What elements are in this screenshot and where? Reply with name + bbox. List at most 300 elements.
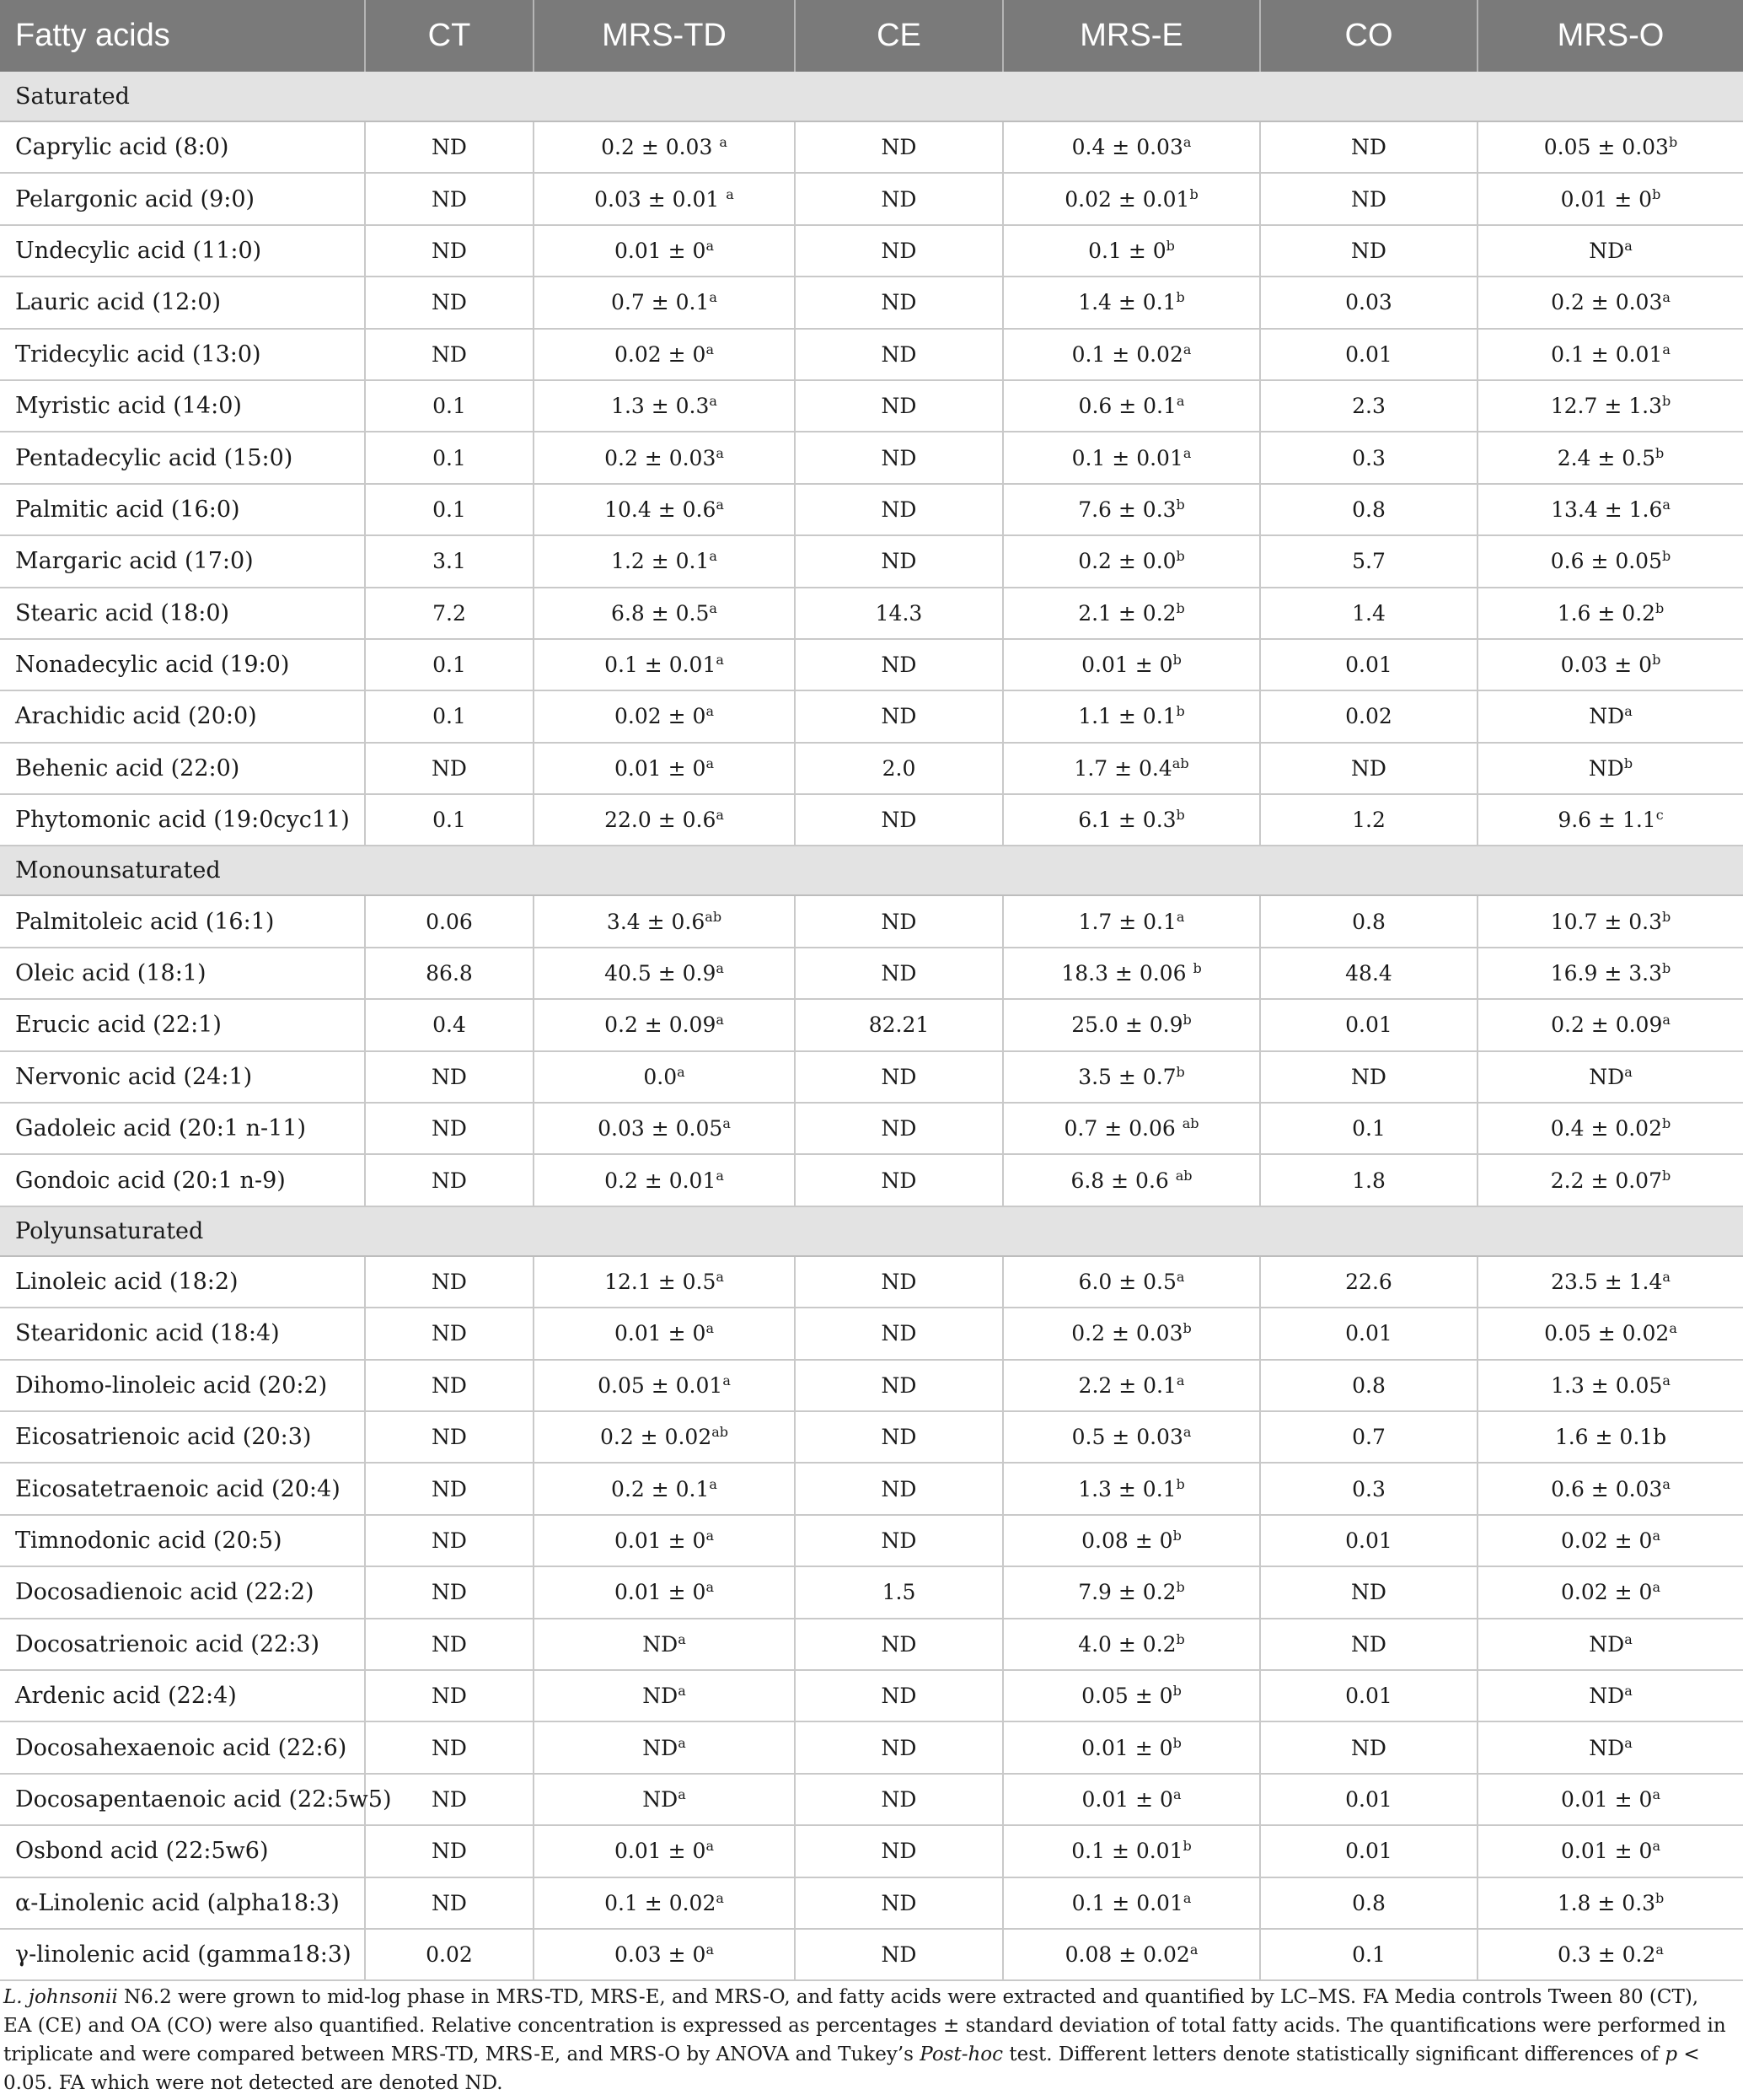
significance-letter: a <box>1669 1320 1677 1337</box>
header-ce: CE <box>795 0 1003 72</box>
value-text: 3.5 ± 0.7 <box>1078 1064 1177 1089</box>
table-row <box>0 639 1743 690</box>
header-fatty-acids: Fatty acids <box>0 0 365 72</box>
mrs-e-value <box>1003 277 1260 328</box>
value-text: 0.7 ± 0.1 <box>611 290 710 315</box>
ct-value: ND <box>365 1566 534 1618</box>
mrs-e-value <box>1003 1103 1260 1154</box>
mrs-e-value <box>1003 1360 1260 1411</box>
value-text: ND <box>1589 1064 1625 1089</box>
significance-letter: a <box>1189 1942 1199 1958</box>
value-text: 0.1 ± 0.02 <box>604 1890 716 1915</box>
ce-value: ND <box>795 1619 1003 1670</box>
value-text: 0.2 ± 0.09 <box>1551 1012 1663 1038</box>
co-value: 0.02 <box>1260 690 1478 742</box>
co-value: 0.1 <box>1260 1103 1478 1154</box>
header-mrs-td: MRS-TD <box>534 0 795 72</box>
value-text: 16.9 ± 3.3 <box>1550 961 1662 986</box>
value-text: 1.4 ± 0.1 <box>1078 290 1177 315</box>
mrs-o-value <box>1478 690 1743 742</box>
co-value: 5.7 <box>1260 535 1478 587</box>
mrs-e-value <box>1003 690 1260 742</box>
value-text: 1.1 ± 0.1 <box>1078 704 1177 729</box>
mrs-td-value <box>534 1256 795 1308</box>
value-text: 0.03 ± 0.05 <box>598 1116 723 1141</box>
value-text: 0.4 ± 0.03 <box>1071 135 1183 160</box>
ct-value: ND <box>365 277 534 328</box>
fatty-acid-name: Docosapentaenoic acid (22:5w5) <box>0 1774 365 1825</box>
fatty-acid-name: Osbond acid (22:5w6) <box>0 1825 365 1877</box>
mrs-o-value <box>1478 1360 1743 1411</box>
significance-letter: b <box>1655 599 1665 616</box>
mrs-e-value <box>1003 1670 1260 1721</box>
significance-letter: a <box>709 548 717 565</box>
ct-value: ND <box>365 1670 534 1721</box>
mrs-e-value <box>1003 1619 1260 1670</box>
value-text: ND <box>642 1786 678 1812</box>
ct-value: ND <box>365 225 534 277</box>
value-text: 6.0 ± 0.5 <box>1078 1270 1177 1294</box>
mrs-e-value <box>1003 948 1260 999</box>
mrs-td-value <box>534 588 795 639</box>
table-row <box>0 1566 1743 1618</box>
ce-value: ND <box>795 380 1003 432</box>
value-text: 0.2 ± 0.03 <box>1551 290 1663 315</box>
value-text: 0.6 ± 0.03 <box>1551 1476 1663 1501</box>
ce-value: 14.3 <box>795 588 1003 639</box>
mrs-o-value <box>1478 432 1743 483</box>
significance-letter: b <box>1166 237 1175 254</box>
fatty-acid-name: γ-linolenic acid (gamma18:3) <box>0 1929 365 1980</box>
value-text: 18.3 ± 0.06 <box>1061 961 1193 986</box>
value-text: 1.8 ± 0.3 <box>1557 1890 1656 1915</box>
co-value: 0.7 <box>1260 1411 1478 1463</box>
mrs-td-value <box>534 1670 795 1721</box>
ct-value: 0.4 <box>365 999 534 1050</box>
significance-letter: a <box>705 755 714 771</box>
mrs-e-value <box>1003 1256 1260 1308</box>
value-text: 0.08 ± 0.02 <box>1065 1942 1190 1968</box>
table-row <box>0 1774 1743 1825</box>
ce-value: ND <box>795 1670 1003 1721</box>
ce-value: ND <box>795 535 1003 587</box>
ct-value: 0.1 <box>365 432 534 483</box>
table-row <box>0 1308 1743 1359</box>
significance-letter: c <box>1655 807 1664 824</box>
co-value: 48.4 <box>1260 948 1478 999</box>
mrs-o-value <box>1478 1566 1743 1618</box>
significance-letter: a <box>1176 1269 1185 1285</box>
fatty-acid-name: Palmitoleic acid (16:1) <box>0 895 365 947</box>
significance-letter: a <box>1176 1372 1185 1388</box>
significance-letter: a <box>1624 1683 1633 1700</box>
value-text: 0.08 ± 0 <box>1081 1528 1173 1553</box>
significance-letter: b <box>1172 1683 1182 1700</box>
ce-value: ND <box>795 1877 1003 1929</box>
section-row <box>0 846 1743 895</box>
ct-value: ND <box>365 1051 534 1103</box>
value-text: 0.01 ± 0 <box>1081 1735 1173 1760</box>
mrs-td-value <box>534 1051 795 1103</box>
value-text: 0.01 ± 0 <box>1561 1839 1653 1864</box>
ct-value: ND <box>365 1774 534 1825</box>
value-text: 7.9 ± 0.2 <box>1078 1580 1177 1605</box>
ct-value: 0.1 <box>365 380 534 432</box>
significance-letter: a <box>716 652 724 669</box>
mrs-e-value <box>1003 1774 1260 1825</box>
table-row <box>0 743 1743 794</box>
ct-value: ND <box>365 1463 534 1514</box>
mrs-td-value <box>534 173 795 224</box>
table-row <box>0 1515 1743 1566</box>
table-row <box>0 1256 1743 1308</box>
significance-letter: a <box>709 393 717 410</box>
fatty-acid-name: Gadoleic acid (20:1 n-11) <box>0 1103 365 1154</box>
co-value: ND <box>1260 1566 1478 1618</box>
value-text: ND <box>1589 704 1625 729</box>
ce-value: ND <box>795 1411 1003 1463</box>
footnote-posthoc: Post-hoc <box>920 2044 1004 2065</box>
mrs-o-value <box>1478 225 1743 277</box>
ct-value: ND <box>365 1515 534 1566</box>
mrs-o-value <box>1478 948 1743 999</box>
mrs-o-value <box>1478 588 1743 639</box>
value-text: ND <box>642 1735 678 1760</box>
significance-letter: b <box>1662 1115 1671 1132</box>
table-row <box>0 173 1743 224</box>
fatty-acid-name: Stearic acid (18:0) <box>0 588 365 639</box>
mrs-td-value <box>534 1721 795 1773</box>
mrs-e-value <box>1003 1051 1260 1103</box>
co-value: 0.01 <box>1260 329 1478 380</box>
significance-letter: a <box>678 1630 686 1647</box>
significance-letter: a <box>716 960 724 977</box>
value-text: ND <box>1589 238 1625 263</box>
ct-value: 0.1 <box>365 484 534 535</box>
mrs-td-value <box>534 1619 795 1670</box>
table-row <box>0 1360 1743 1411</box>
significance-letter: a <box>705 1838 714 1855</box>
mrs-e-value <box>1003 1721 1260 1773</box>
value-text: 0.05 ± 0.03 <box>1543 135 1669 160</box>
mrs-td-value <box>534 639 795 690</box>
mrs-o-value <box>1478 1154 1743 1206</box>
fatty-acid-name: Erucic acid (22:1) <box>0 999 365 1050</box>
value-text: ND <box>642 1684 678 1709</box>
fatty-acid-name: Caprylic acid (8:0) <box>0 121 365 173</box>
mrs-e-value <box>1003 588 1260 639</box>
value-text: 0.1 ± 0.01 <box>1071 445 1183 470</box>
ct-value: ND <box>365 1256 534 1308</box>
mrs-o-value <box>1478 1051 1743 1103</box>
ct-value: ND <box>365 743 534 794</box>
co-value: 22.6 <box>1260 1256 1478 1308</box>
mrs-e-value <box>1003 1515 1260 1566</box>
fatty-acid-name: Pelargonic acid (9:0) <box>0 173 365 224</box>
section-row <box>0 72 1743 121</box>
co-value: 0.01 <box>1260 1515 1478 1566</box>
table-header <box>0 0 1743 72</box>
fatty-acid-name: Phytomonic acid (19:0cyc11) <box>0 794 365 846</box>
significance-letter: a <box>1176 908 1185 925</box>
mrs-e-value <box>1003 484 1260 535</box>
value-text: 0.4 ± 0.02 <box>1550 1116 1662 1141</box>
table-row <box>0 1670 1743 1721</box>
value-text: 0.01 ± 0 <box>614 238 706 263</box>
co-value: ND <box>1260 743 1478 794</box>
mrs-td-value <box>534 1929 795 1980</box>
value-text: 0.2 ± 0.03 <box>604 445 716 470</box>
table-row <box>0 484 1743 535</box>
fatty-acid-name: Eicosatrienoic acid (20:3) <box>0 1411 365 1463</box>
significance-letter: b <box>1662 548 1671 565</box>
significance-letter: a <box>716 1167 724 1184</box>
section-row <box>0 1206 1743 1256</box>
significance-letter: b <box>1189 185 1199 202</box>
significance-letter: a <box>1652 1579 1660 1596</box>
mrs-o-value <box>1478 484 1743 535</box>
value-text: 0.01 ± 0 <box>614 1321 706 1346</box>
value-text: 0.02 ± 0.01 <box>1065 186 1190 212</box>
value-text: 0.01 ± 0 <box>614 1528 706 1553</box>
value-text: ND <box>1589 1684 1625 1709</box>
significance-letter: a <box>722 1115 731 1132</box>
value-text: 0.01 ± 0 <box>1560 186 1653 212</box>
footnote-text-2: test. Different letters denote statistically significant differences of <box>1003 2044 1665 2065</box>
mrs-o-value <box>1478 1721 1743 1773</box>
value-text: ND <box>1589 1631 1625 1657</box>
significance-letter: a <box>1662 1269 1671 1285</box>
value-text: 0.1 ± 0.01 <box>1071 1839 1183 1864</box>
co-value: ND <box>1260 225 1478 277</box>
significance-letter: a <box>1176 393 1185 410</box>
co-value: 0.01 <box>1260 1774 1478 1825</box>
significance-letter: b <box>1662 960 1671 977</box>
significance-letter: a <box>678 1683 686 1700</box>
mrs-td-value <box>534 743 795 794</box>
mrs-e-value <box>1003 743 1260 794</box>
value-text: 0.02 ± 0 <box>1561 1528 1653 1553</box>
significance-letter: b <box>1176 1579 1185 1596</box>
value-text: 0.0 <box>643 1064 678 1089</box>
mrs-o-value <box>1478 1774 1743 1825</box>
ce-value: ND <box>795 948 1003 999</box>
mrs-o-value <box>1478 1929 1743 1980</box>
ct-value: 0.1 <box>365 690 534 742</box>
co-value: ND <box>1260 121 1478 173</box>
significance-letter: a <box>716 1269 724 1285</box>
co-value: 0.3 <box>1260 1463 1478 1514</box>
table-row <box>0 1929 1743 1980</box>
significance-letter: a <box>1652 1838 1660 1855</box>
mrs-e-value <box>1003 329 1260 380</box>
value-text: 0.02 ± 0 <box>1561 1580 1653 1605</box>
significance-letter: a <box>1655 1942 1664 1958</box>
value-text: 0.2 ± 0.03 <box>1071 1321 1183 1346</box>
significance-letter: a <box>709 289 717 306</box>
value-text: 0.03 ± 0.01 <box>594 186 727 212</box>
value-text: 0.2 ± 0.02 <box>599 1425 712 1450</box>
mrs-o-value <box>1478 1256 1743 1308</box>
significance-letter: b <box>1623 755 1633 771</box>
co-value: 0.01 <box>1260 1308 1478 1359</box>
table-row <box>0 690 1743 742</box>
mrs-e-value <box>1003 999 1260 1050</box>
value-text: ND <box>1588 755 1624 781</box>
value-text: 12.1 ± 0.5 <box>604 1270 716 1294</box>
value-text: 2.1 ± 0.2 <box>1078 600 1177 626</box>
mrs-e-value <box>1003 1154 1260 1206</box>
significance-letter: a <box>716 444 724 461</box>
significance-letter: a <box>716 496 724 513</box>
mrs-o-value <box>1478 895 1743 947</box>
ct-value: 0.1 <box>365 794 534 846</box>
mrs-o-value <box>1478 1308 1743 1359</box>
co-value: ND <box>1260 173 1478 224</box>
significance-letter: a <box>1662 1012 1671 1029</box>
fatty-acid-name: Nonadecylic acid (19:0) <box>0 639 365 690</box>
value-text: 1.3 ± 0.3 <box>611 394 710 419</box>
value-text: 25.0 ± 0.9 <box>1071 1012 1183 1038</box>
value-text: 0.7 ± 0.06 <box>1064 1116 1183 1141</box>
table-row <box>0 277 1743 328</box>
significance-letter: b <box>1176 703 1185 720</box>
value-text: 0.03 ± 0 <box>614 1942 706 1968</box>
ce-value: ND <box>795 329 1003 380</box>
mrs-td-value <box>534 1308 795 1359</box>
header-row <box>0 0 1743 72</box>
significance-letter: b <box>1176 548 1185 565</box>
value-text: 0.03 ± 0 <box>1560 653 1653 678</box>
value-text: 0.1 ± 0.01 <box>604 653 716 678</box>
ce-value: ND <box>795 484 1003 535</box>
table-row <box>0 1051 1743 1103</box>
table-row <box>0 380 1743 432</box>
significance-letter: a <box>705 1320 714 1337</box>
significance-letter: a <box>1624 703 1633 720</box>
value-text: 0.01 ± 0 <box>1561 1786 1653 1812</box>
co-value: 0.1 <box>1260 1929 1478 1980</box>
value-text: 0.02 ± 0 <box>614 341 706 367</box>
value-text: 0.02 ± 0 <box>614 704 706 729</box>
mrs-td-value <box>534 895 795 947</box>
co-value: 0.01 <box>1260 999 1478 1050</box>
significance-letter: a <box>705 237 714 254</box>
table-row <box>0 535 1743 587</box>
fatty-acid-name: Oleic acid (18:1) <box>0 948 365 999</box>
ct-value: ND <box>365 1154 534 1206</box>
value-text: 0.2 ± 0.03 <box>601 135 720 160</box>
mrs-o-value <box>1478 1670 1743 1721</box>
fatty-acid-name: Margaric acid (17:0) <box>0 535 365 587</box>
ce-value: ND <box>795 225 1003 277</box>
mrs-e-value <box>1003 1825 1260 1877</box>
significance-letter: a <box>678 1786 686 1802</box>
ct-value: ND <box>365 329 534 380</box>
significance-letter: a <box>719 134 727 151</box>
mrs-td-value <box>534 999 795 1050</box>
fatty-acid-name: α-Linolenic acid (alpha18:3) <box>0 1877 365 1929</box>
fatty-acid-name: Undecylic acid (11:0) <box>0 225 365 277</box>
value-text: 0.6 ± 0.05 <box>1550 549 1662 574</box>
mrs-o-value <box>1478 277 1743 328</box>
mrs-td-value <box>534 948 795 999</box>
co-value: ND <box>1260 1051 1478 1103</box>
significance-letter: a <box>1652 1527 1660 1544</box>
ce-value: ND <box>795 432 1003 483</box>
significance-letter: a <box>1662 1372 1671 1388</box>
fatty-acid-name: Linoleic acid (18:2) <box>0 1256 365 1308</box>
significance-letter: a <box>726 185 734 202</box>
value-text: 10.4 ± 0.6 <box>604 497 716 522</box>
ce-value: 1.5 <box>795 1566 1003 1618</box>
mrs-o-value <box>1478 794 1743 846</box>
ct-value: ND <box>365 1877 534 1929</box>
value-text: 0.5 ± 0.03 <box>1071 1425 1183 1450</box>
significance-letter: ab <box>1175 1167 1193 1184</box>
value-text: ND <box>1589 1735 1625 1760</box>
fatty-acid-name: Stearidonic acid (18:4) <box>0 1308 365 1359</box>
value-text: 6.8 ± 0.6 <box>1070 1168 1176 1193</box>
value-text: 10.7 ± 0.3 <box>1550 909 1662 934</box>
value-text: 0.3 ± 0.2 <box>1558 1942 1656 1968</box>
value-text: 9.6 ± 1.1 <box>1558 808 1656 833</box>
significance-letter: a <box>705 341 714 357</box>
ce-value: ND <box>795 1051 1003 1103</box>
significance-letter: a <box>1183 1889 1192 1906</box>
co-value: ND <box>1260 1721 1478 1773</box>
co-value: 0.8 <box>1260 1877 1478 1929</box>
significance-letter: b <box>1652 652 1661 669</box>
ct-value: ND <box>365 1721 534 1773</box>
ce-value: ND <box>795 1825 1003 1877</box>
ct-value: ND <box>365 1619 534 1670</box>
mrs-td-value <box>534 690 795 742</box>
value-text: 0.01 ± 0 <box>1081 653 1173 678</box>
co-value: 0.8 <box>1260 1360 1478 1411</box>
significance-letter: a <box>705 703 714 720</box>
value-text: 0.1 ± 0.02 <box>1071 341 1183 367</box>
header-co: CO <box>1260 0 1478 72</box>
fatty-acid-name: Tridecylic acid (13:0) <box>0 329 365 380</box>
mrs-e-value <box>1003 794 1260 846</box>
table-row <box>0 1877 1743 1929</box>
ce-value: ND <box>795 277 1003 328</box>
significance-letter: a <box>709 599 717 616</box>
mrs-e-value <box>1003 639 1260 690</box>
value-text: 1.3 ± 0.1 <box>1078 1476 1177 1501</box>
significance-letter: b <box>1668 134 1678 151</box>
mrs-o-value <box>1478 1103 1743 1154</box>
table-row <box>0 432 1743 483</box>
ce-value: ND <box>795 173 1003 224</box>
value-text: 0.1 ± 0 <box>1088 238 1166 263</box>
fatty-acid-name: Myristic acid (14:0) <box>0 380 365 432</box>
significance-letter: a <box>705 1579 714 1596</box>
value-text: 1.7 ± 0.4 <box>1074 755 1172 781</box>
value-text: 0.05 ± 0.02 <box>1544 1321 1670 1346</box>
value-text: 0.2 ± 0.09 <box>604 1012 716 1038</box>
mrs-o-value <box>1478 999 1743 1050</box>
value-text: 3.4 ± 0.6 <box>606 909 705 934</box>
significance-letter: a <box>1662 496 1671 513</box>
mrs-td-value <box>534 225 795 277</box>
significance-letter: a <box>1183 134 1192 151</box>
fatty-acid-name: Ardenic acid (22:4) <box>0 1670 365 1721</box>
ct-value: ND <box>365 173 534 224</box>
fatty-acid-name: Arachidic acid (20:0) <box>0 690 365 742</box>
mrs-td-value <box>534 1566 795 1618</box>
